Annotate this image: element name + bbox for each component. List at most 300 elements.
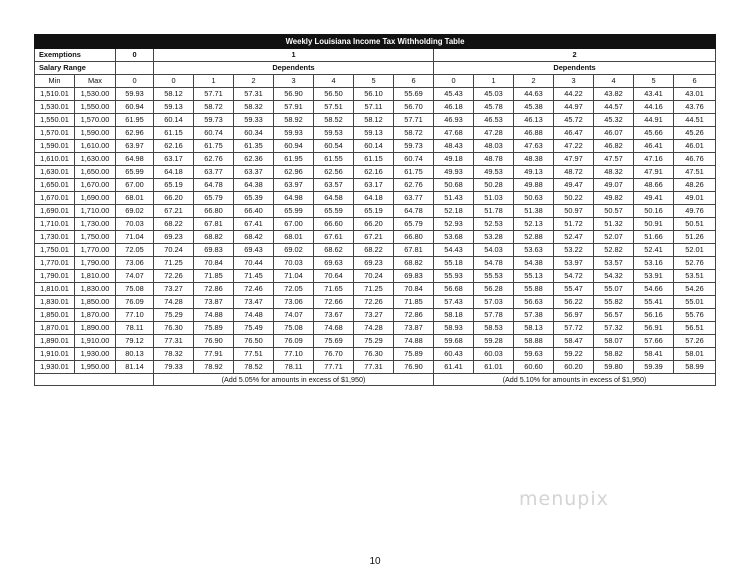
withholding-cell: 71.25 (354, 283, 394, 296)
withholding-cell: 65.19 (154, 179, 194, 192)
withholding-cell: 60.43 (434, 348, 474, 361)
withholding-cell: 49.76 (674, 205, 716, 218)
withholding-cell: 52.41 (634, 244, 674, 257)
withholding-cell: 48.03 (474, 140, 514, 153)
table-title-row (35, 35, 716, 49)
withholding-cell: 60.54 (314, 140, 354, 153)
salary-max-cell: 1,750.00 (75, 231, 116, 244)
withholding-cell: 46.13 (514, 114, 554, 127)
withholding-cell: 52.07 (594, 231, 634, 244)
withholding-cell: 71.85 (394, 296, 434, 309)
withholding-cell: 48.38 (514, 153, 554, 166)
withholding-cell: 58.88 (514, 335, 554, 348)
withholding-cell: 49.53 (474, 166, 514, 179)
withholding-cell: 68.82 (394, 257, 434, 270)
withholding-cell: 59.39 (634, 361, 674, 374)
withholding-cell: 44.97 (554, 101, 594, 114)
withholding-cell: 45.38 (514, 101, 554, 114)
table-row (35, 205, 716, 218)
withholding-cell: 63.57 (314, 179, 354, 192)
withholding-cell: 72.66 (314, 296, 354, 309)
withholding-cell: 59.93 (274, 127, 314, 140)
withholding-cell: 56.16 (634, 309, 674, 322)
withholding-cell: 55.07 (594, 283, 634, 296)
withholding-cell: 58.47 (554, 335, 594, 348)
withholding-cell: 55.01 (674, 296, 716, 309)
salary-min-cell: 1,690.01 (35, 205, 75, 218)
withholding-cell: 70.24 (154, 244, 194, 257)
salary-max-cell: 1,890.00 (75, 322, 116, 335)
withholding-cell: 69.83 (394, 270, 434, 283)
withholding-cell: 63.37 (234, 166, 274, 179)
withholding-cell: 51.38 (514, 205, 554, 218)
withholding-cell: 67.00 (116, 179, 154, 192)
withholding-cell: 58.72 (394, 127, 434, 140)
withholding-cell: 75.29 (354, 335, 394, 348)
withholding-cell: 58.12 (354, 114, 394, 127)
withholding-cell: 52.01 (674, 244, 716, 257)
salary-min-cell: 1,910.01 (35, 348, 75, 361)
withholding-cell: 47.97 (554, 153, 594, 166)
withholding-cell: 60.94 (116, 101, 154, 114)
withholding-cell: 64.78 (194, 179, 234, 192)
withholding-cell: 60.74 (194, 127, 234, 140)
withholding-cell: 70.64 (314, 270, 354, 283)
withholding-cell: 45.78 (474, 101, 514, 114)
salary-min-cell: 1,770.01 (35, 257, 75, 270)
withholding-cell: 61.15 (154, 127, 194, 140)
withholding-cell: 55.41 (634, 296, 674, 309)
withholding-cell: 44.57 (594, 101, 634, 114)
withholding-cell: 58.07 (594, 335, 634, 348)
withholding-cell: 49.18 (434, 153, 474, 166)
withholding-cell: 53.63 (514, 244, 554, 257)
salary-min-cell: 1,870.01 (35, 322, 75, 335)
withholding-cell: 77.71 (314, 361, 354, 374)
page-number: 10 (369, 556, 381, 567)
withholding-cell: 56.90 (274, 88, 314, 101)
withholding-cell: 57.71 (394, 114, 434, 127)
dependents-header-cell: 6 (394, 75, 434, 88)
withholding-cell: 78.11 (274, 361, 314, 374)
withholding-cell: 61.35 (234, 140, 274, 153)
withholding-cell: 71.85 (194, 270, 234, 283)
withholding-cell: 66.80 (194, 205, 234, 218)
salary-max-cell: 1,650.00 (75, 166, 116, 179)
salary-min-cell: 1,850.01 (35, 309, 75, 322)
withholding-cell: 70.84 (394, 283, 434, 296)
exemption-0: 0 (116, 49, 154, 62)
withholding-cell: 57.03 (474, 296, 514, 309)
withholding-cell: 53.97 (554, 257, 594, 270)
withholding-cell: 50.57 (594, 205, 634, 218)
withholding-cell: 59.73 (394, 140, 434, 153)
dependents-label-1: Dependents (154, 62, 434, 75)
withholding-cell: 59.73 (194, 114, 234, 127)
withholding-cell: 68.82 (194, 231, 234, 244)
withholding-cell: 48.26 (674, 179, 716, 192)
withholding-cell: 56.63 (514, 296, 554, 309)
withholding-cell: 72.05 (116, 244, 154, 257)
withholding-cell: 53.57 (594, 257, 634, 270)
dependents-header-cell: 0 (154, 75, 194, 88)
withholding-cell: 48.66 (634, 179, 674, 192)
withholding-cell: 57.38 (514, 309, 554, 322)
withholding-cell: 50.28 (474, 179, 514, 192)
withholding-cell: 56.97 (554, 309, 594, 322)
withholding-cell: 74.68 (314, 322, 354, 335)
withholding-cell: 61.95 (116, 114, 154, 127)
withholding-cell: 66.40 (234, 205, 274, 218)
withholding-cell: 72.86 (194, 283, 234, 296)
withholding-cell: 59.33 (234, 114, 274, 127)
withholding-cell: 77.10 (116, 309, 154, 322)
dependents-header-cell: 0 (434, 75, 474, 88)
withholding-cell: 55.93 (434, 270, 474, 283)
withholding-cell: 43.01 (674, 88, 716, 101)
salary-min-cell: 1,510.01 (35, 88, 75, 101)
withholding-cell: 54.38 (514, 257, 554, 270)
salary-max-cell: 1,570.00 (75, 114, 116, 127)
dependents-header-cell: 3 (554, 75, 594, 88)
withholding-cell: 68.22 (354, 244, 394, 257)
min-header: Min (35, 75, 75, 88)
withholding-cell: 52.88 (514, 231, 554, 244)
withholding-cell: 69.02 (116, 205, 154, 218)
salary-max-cell: 1,550.00 (75, 101, 116, 114)
withholding-cell: 75.89 (194, 322, 234, 335)
withholding-cell: 68.42 (234, 231, 274, 244)
withholding-cell: 46.88 (514, 127, 554, 140)
withholding-cell: 46.53 (474, 114, 514, 127)
withholding-cell: 46.18 (434, 101, 474, 114)
withholding-cell: 60.14 (154, 114, 194, 127)
withholding-cell: 52.82 (594, 244, 634, 257)
withholding-cell: 46.07 (594, 127, 634, 140)
withholding-cell: 68.22 (154, 218, 194, 231)
dependents-header-cell: 6 (674, 75, 716, 88)
salary-min-cell: 1,710.01 (35, 218, 75, 231)
salary-min-cell: 1,930.01 (35, 361, 75, 374)
blank-cell (116, 62, 154, 75)
withholding-cell: 44.63 (514, 88, 554, 101)
withholding-cell: 72.46 (234, 283, 274, 296)
withholding-cell: 68.01 (274, 231, 314, 244)
withholding-cell: 50.16 (634, 205, 674, 218)
withholding-cell: 62.56 (314, 166, 354, 179)
withholding-cell: 69.23 (154, 231, 194, 244)
withholding-cell: 59.13 (354, 127, 394, 140)
withholding-cell: 45.26 (674, 127, 716, 140)
withholding-cell: 56.10 (354, 88, 394, 101)
table-row (35, 283, 716, 296)
withholding-cell: 46.01 (674, 140, 716, 153)
salary-max-cell: 1,630.00 (75, 153, 116, 166)
withholding-cell: 59.68 (434, 335, 474, 348)
withholding-cell: 67.21 (354, 231, 394, 244)
dependents-header-cell: 0 (116, 75, 154, 88)
salary-max-cell: 1,850.00 (75, 296, 116, 309)
table-row (35, 166, 716, 179)
withholding-cell: 52.53 (474, 218, 514, 231)
withholding-cell: 49.82 (594, 192, 634, 205)
salary-min-cell: 1,890.01 (35, 335, 75, 348)
table-row (35, 140, 716, 153)
exemptions-row (35, 49, 716, 62)
withholding-cell: 46.93 (434, 114, 474, 127)
withholding-cell: 67.81 (194, 218, 234, 231)
withholding-cell: 61.55 (314, 153, 354, 166)
withholding-cell: 72.86 (394, 309, 434, 322)
withholding-cell: 74.28 (354, 322, 394, 335)
withholding-cell: 51.66 (634, 231, 674, 244)
withholding-cell: 69.23 (354, 257, 394, 270)
table-row (35, 231, 716, 244)
withholding-cell: 53.22 (554, 244, 594, 257)
withholding-cell: 47.22 (554, 140, 594, 153)
salary-max-cell: 1,710.00 (75, 205, 116, 218)
withholding-cell: 73.27 (354, 309, 394, 322)
exemptions-label: Exemptions (35, 49, 116, 62)
salary-min-cell: 1,570.01 (35, 127, 75, 140)
withholding-cell: 73.67 (314, 309, 354, 322)
withholding-cell: 49.13 (514, 166, 554, 179)
withholding-cell: 67.81 (394, 244, 434, 257)
withholding-cell: 61.75 (194, 140, 234, 153)
withholding-cell: 63.77 (394, 192, 434, 205)
withholding-cell: 45.72 (554, 114, 594, 127)
withholding-cell: 47.51 (674, 166, 716, 179)
withholding-cell: 58.41 (634, 348, 674, 361)
withholding-cell: 58.52 (314, 114, 354, 127)
withholding-cell: 53.28 (474, 231, 514, 244)
withholding-cell: 51.03 (474, 192, 514, 205)
table-row (35, 322, 716, 335)
withholding-cell: 63.97 (116, 140, 154, 153)
withholding-cell: 47.16 (634, 153, 674, 166)
withholding-cell: 58.53 (474, 322, 514, 335)
withholding-cell: 54.26 (674, 283, 716, 296)
withholding-cell: 45.66 (634, 127, 674, 140)
withholding-cell: 75.08 (274, 322, 314, 335)
withholding-cell: 69.83 (194, 244, 234, 257)
withholding-cell: 47.28 (474, 127, 514, 140)
withholding-cell: 63.17 (154, 153, 194, 166)
withholding-cell: 61.15 (354, 153, 394, 166)
salary-min-cell: 1,530.01 (35, 101, 75, 114)
withholding-cell: 60.03 (474, 348, 514, 361)
withholding-cell: 66.20 (354, 218, 394, 231)
withholding-cell: 73.27 (154, 283, 194, 296)
withholding-cell: 73.87 (194, 296, 234, 309)
withholding-cell: 59.80 (594, 361, 634, 374)
withholding-cell: 57.66 (634, 335, 674, 348)
withholding-cell: 43.76 (674, 101, 716, 114)
withholding-cell: 50.68 (434, 179, 474, 192)
withholding-cell: 48.32 (594, 166, 634, 179)
withholding-cell: 75.89 (394, 348, 434, 361)
withholding-cell: 69.02 (274, 244, 314, 257)
dependents-header-cell: 5 (634, 75, 674, 88)
withholding-cell: 50.91 (634, 218, 674, 231)
withholding-cell: 50.22 (554, 192, 594, 205)
withholding-cell: 55.18 (434, 257, 474, 270)
withholding-cell: 76.90 (394, 361, 434, 374)
withholding-cell: 55.82 (594, 296, 634, 309)
salary-max-cell: 1,950.00 (75, 361, 116, 374)
watermark: menupix (519, 488, 609, 510)
withholding-cell: 60.94 (274, 140, 314, 153)
withholding-cell: 46.47 (554, 127, 594, 140)
withholding-cell: 75.08 (116, 283, 154, 296)
salary-min-cell: 1,830.01 (35, 296, 75, 309)
withholding-cell: 78.32 (154, 348, 194, 361)
salary-max-cell: 1,810.00 (75, 270, 116, 283)
withholding-cell: 70.24 (354, 270, 394, 283)
withholding-cell: 58.82 (594, 348, 634, 361)
withholding-cell: 53.91 (634, 270, 674, 283)
withholding-cell: 49.93 (434, 166, 474, 179)
withholding-cell: 76.70 (314, 348, 354, 361)
withholding-cell: 61.95 (274, 153, 314, 166)
withholding-cell: 60.34 (234, 127, 274, 140)
withholding-cell: 72.26 (154, 270, 194, 283)
withholding-cell: 43.41 (634, 88, 674, 101)
table-row (35, 101, 716, 114)
withholding-cell: 73.06 (116, 257, 154, 270)
salary-max-cell: 1,690.00 (75, 192, 116, 205)
dependents-header-cell: 2 (514, 75, 554, 88)
table-row (35, 179, 716, 192)
salary-max-cell: 1,930.00 (75, 348, 116, 361)
withholding-cell: 61.75 (394, 166, 434, 179)
withholding-cell: 48.78 (474, 153, 514, 166)
notes-spacer (35, 374, 154, 386)
withholding-cell: 46.41 (634, 140, 674, 153)
withholding-cell: 59.53 (314, 127, 354, 140)
withholding-cell: 60.14 (354, 140, 394, 153)
withholding-cell: 70.03 (274, 257, 314, 270)
withholding-cell: 76.50 (234, 335, 274, 348)
withholding-cell: 55.13 (514, 270, 554, 283)
table-title: Weekly Louisiana Income Tax Withholding Table (35, 35, 716, 49)
withholding-cell: 47.68 (434, 127, 474, 140)
withholding-cell: 78.11 (116, 322, 154, 335)
withholding-cell: 47.91 (634, 166, 674, 179)
withholding-cell: 77.51 (234, 348, 274, 361)
salary-max-cell: 1,730.00 (75, 218, 116, 231)
dependents-header-cell: 5 (354, 75, 394, 88)
withholding-cell: 46.76 (674, 153, 716, 166)
withholding-cell: 69.63 (314, 257, 354, 270)
withholding-cell: 77.91 (194, 348, 234, 361)
withholding-cell: 57.43 (434, 296, 474, 309)
withholding-cell: 43.82 (594, 88, 634, 101)
withholding-cell: 44.22 (554, 88, 594, 101)
withholding-cell: 59.22 (554, 348, 594, 361)
exemption-1: 1 (154, 49, 434, 62)
withholding-cell: 65.99 (116, 166, 154, 179)
withholding-cell: 45.43 (434, 88, 474, 101)
withholding-cell: 51.32 (594, 218, 634, 231)
withholding-cell: 71.04 (116, 231, 154, 244)
withholding-cell: 67.41 (234, 218, 274, 231)
table-row (35, 88, 716, 101)
table-row (35, 296, 716, 309)
withholding-cell: 58.32 (234, 101, 274, 114)
withholding-cell: 55.76 (674, 309, 716, 322)
withholding-cell: 56.57 (594, 309, 634, 322)
salary-max-cell: 1,910.00 (75, 335, 116, 348)
salary-min-cell: 1,550.01 (35, 114, 75, 127)
salary-max-cell: 1,590.00 (75, 127, 116, 140)
withholding-cell: 54.72 (554, 270, 594, 283)
withholding-cell: 77.10 (274, 348, 314, 361)
withholding-cell: 75.49 (234, 322, 274, 335)
withholding-cell: 75.29 (154, 309, 194, 322)
withholding-cell: 74.48 (234, 309, 274, 322)
withholding-cell: 44.51 (674, 114, 716, 127)
withholding-cell: 52.93 (434, 218, 474, 231)
withholding-cell: 58.18 (434, 309, 474, 322)
withholding-cell: 62.96 (274, 166, 314, 179)
withholding-cell: 50.63 (514, 192, 554, 205)
withholding-cell: 76.30 (154, 322, 194, 335)
withholding-cell: 74.07 (116, 270, 154, 283)
withholding-cell: 79.12 (116, 335, 154, 348)
dependents-header-cell: 3 (274, 75, 314, 88)
withholding-cell: 62.36 (234, 153, 274, 166)
salary-range-row (35, 62, 716, 75)
salary-min-cell: 1,810.01 (35, 283, 75, 296)
withholding-cell: 68.01 (116, 192, 154, 205)
withholding-cell: 65.39 (234, 192, 274, 205)
withholding-cell: 58.72 (194, 101, 234, 114)
withholding-cell: 74.88 (394, 335, 434, 348)
withholding-cell: 52.18 (434, 205, 474, 218)
withholding-cell: 74.88 (194, 309, 234, 322)
table-row (35, 309, 716, 322)
withholding-cell: 77.31 (354, 361, 394, 374)
withholding-cell: 50.51 (674, 218, 716, 231)
withholding-cell: 71.45 (234, 270, 274, 283)
notes-row (35, 374, 716, 386)
withholding-cell: 65.79 (194, 192, 234, 205)
withholding-cell: 53.51 (674, 270, 716, 283)
withholding-cell: 58.12 (154, 88, 194, 101)
dependents-header-cell: 4 (594, 75, 634, 88)
withholding-cell: 64.58 (314, 192, 354, 205)
withholding-cell: 70.44 (234, 257, 274, 270)
salary-range-label: Salary Range (35, 62, 116, 75)
withholding-cell: 57.11 (354, 101, 394, 114)
note-two-exemptions: (Add 5.10% for amounts in excess of $1,950) (434, 374, 716, 386)
withholding-cell: 62.16 (354, 166, 394, 179)
salary-min-cell: 1,790.01 (35, 270, 75, 283)
withholding-cell: 78.92 (194, 361, 234, 374)
withholding-cell: 55.47 (554, 283, 594, 296)
withholding-cell: 48.43 (434, 140, 474, 153)
table-row (35, 348, 716, 361)
withholding-cell: 71.04 (274, 270, 314, 283)
withholding-cell: 54.03 (474, 244, 514, 257)
withholding-cell: 72.05 (274, 283, 314, 296)
table-row (35, 270, 716, 283)
withholding-cell: 63.77 (194, 166, 234, 179)
withholding-cell: 57.91 (274, 101, 314, 114)
withholding-cell: 73.47 (234, 296, 274, 309)
withholding-cell: 76.09 (116, 296, 154, 309)
